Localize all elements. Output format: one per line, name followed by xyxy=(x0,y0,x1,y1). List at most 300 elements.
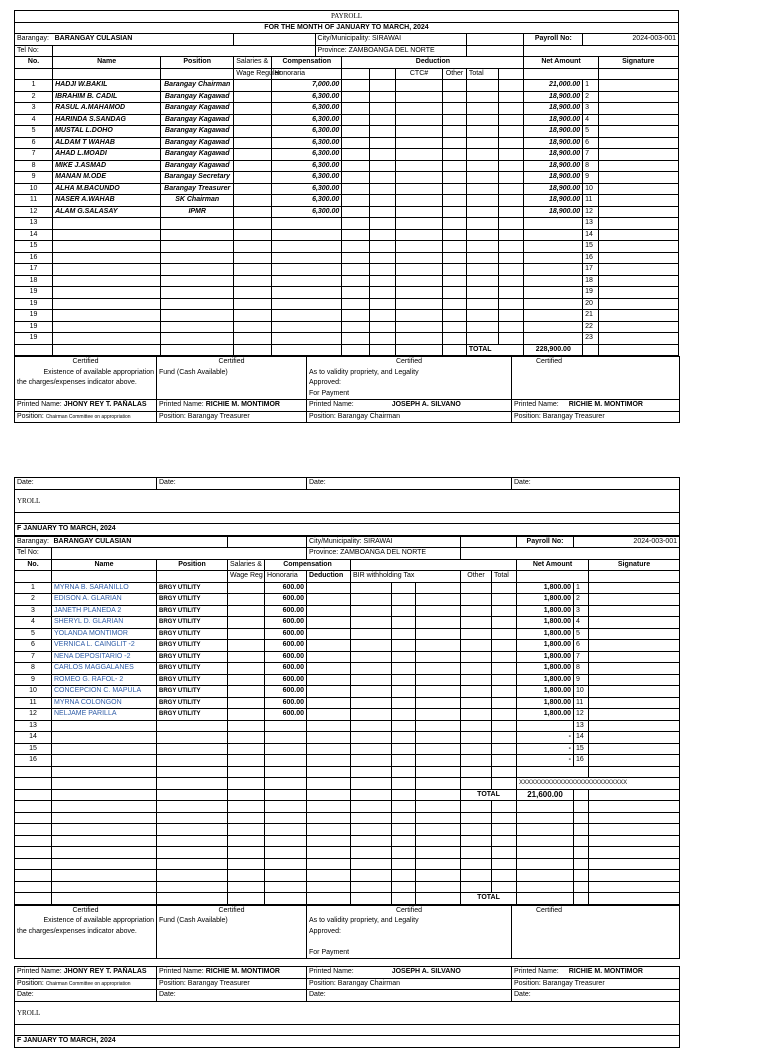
cert-3-b: Certified xyxy=(307,905,512,916)
row-net-amount: 18,900.00 xyxy=(524,114,583,126)
col-salaries-2: Salaries & xyxy=(228,559,265,571)
sig-2-name-b: RICHIE M. MONTIMOR xyxy=(205,968,280,976)
row-index: 8 xyxy=(574,663,589,675)
row-honoraria: 600.00 xyxy=(265,628,307,640)
table-row xyxy=(15,720,680,732)
row-net-amount: 18,900.00 xyxy=(524,137,583,149)
row-name xyxy=(53,229,161,241)
row-no: 16 xyxy=(15,252,53,264)
row-signature[interactable] xyxy=(598,206,678,218)
sig-3-position: Position: Barangay Chairman xyxy=(307,411,512,423)
row-position: BRGY UTILITY xyxy=(157,640,228,652)
row-index: 5 xyxy=(583,126,598,138)
row-name: IBRAHIM B. CADIL xyxy=(53,91,161,103)
row-name xyxy=(52,732,157,744)
col-total: Total xyxy=(466,68,498,80)
total-label-2: TOTAL xyxy=(461,789,517,801)
col-position-2: Position xyxy=(157,559,228,571)
row-signature[interactable] xyxy=(589,617,680,629)
row-name: EDISON A. GLARIAN xyxy=(52,594,157,606)
col-other-2: Other xyxy=(461,571,492,583)
row-signature[interactable] xyxy=(598,229,678,241)
position-label: Position: xyxy=(17,412,44,420)
sig-4-position: Position: Barangay Treasurer xyxy=(512,411,680,423)
row-index: 7 xyxy=(574,651,589,663)
row-honoraria: 600.00 xyxy=(265,697,307,709)
table-row xyxy=(15,229,679,241)
row-name: NELJAME PARILLA xyxy=(52,709,157,721)
row-net-amount: 1,800.00 xyxy=(517,605,574,617)
row-honoraria: 6,300.00 xyxy=(272,103,342,115)
col-wage-reg-2: Wage Reg xyxy=(228,571,265,583)
row-signature[interactable] xyxy=(589,686,680,698)
barangay-label: Barangay: xyxy=(15,34,53,46)
table-row xyxy=(15,218,679,230)
table-row xyxy=(15,287,679,299)
row-name xyxy=(53,275,161,287)
row-no: 19 xyxy=(15,333,53,345)
sig-2-position-b: Position: Barangay Treasurer xyxy=(157,978,307,990)
row-net-amount: 1,800.00 xyxy=(517,709,574,721)
row-honoraria xyxy=(272,229,342,241)
certification-block-1 xyxy=(14,356,680,423)
row-no: 9 xyxy=(15,674,52,686)
row-position: BRGY UTILITY xyxy=(157,674,228,686)
row-position xyxy=(157,755,228,767)
row-name xyxy=(52,743,157,755)
row-no: 9 xyxy=(15,172,53,184)
row-name: YOLANDA MONTIMOR xyxy=(52,628,157,640)
cert-3-line-1: As to validity propriety, and Legality xyxy=(307,368,512,379)
row-signature[interactable] xyxy=(598,91,678,103)
payroll-no-label: Payroll No: xyxy=(524,34,583,46)
row-signature[interactable] xyxy=(589,743,680,755)
row-index: 13 xyxy=(583,218,598,230)
sig-3-name-cell xyxy=(307,400,512,412)
row-net-amount: 18,900.00 xyxy=(524,195,583,207)
row-signature[interactable] xyxy=(598,298,678,310)
row-net-amount: 1,800.00 xyxy=(517,582,574,594)
row-index: 6 xyxy=(574,640,589,652)
row-signature[interactable] xyxy=(598,183,678,195)
row-signature[interactable] xyxy=(589,651,680,663)
row-honoraria: 600.00 xyxy=(265,686,307,698)
row-position: Barangay Treasurer xyxy=(161,183,234,195)
col-no-2: No. xyxy=(15,559,52,571)
row-position xyxy=(161,321,234,333)
row-index: 19 xyxy=(583,287,598,299)
date-2: Date: xyxy=(157,478,307,490)
row-signature[interactable] xyxy=(598,275,678,287)
xxx-line: XXXXXXXXXXXXXXXXXXXXXXXXXXX xyxy=(517,778,680,790)
row-honoraria: 6,300.00 xyxy=(272,91,342,103)
row-index: 17 xyxy=(583,264,598,276)
row-name xyxy=(53,333,161,345)
row-net-amount: 18,900.00 xyxy=(524,103,583,115)
row-position: Barangay Kagawad xyxy=(161,126,234,138)
row-position: SK Chairman xyxy=(161,195,234,207)
row-signature[interactable] xyxy=(589,605,680,617)
row-position: BRGY UTILITY xyxy=(157,594,228,606)
printed-name-label: Printed Name: xyxy=(514,401,559,409)
row-name xyxy=(53,218,161,230)
table-row xyxy=(15,275,679,287)
table-row xyxy=(15,697,680,709)
city-municipality-2: City/Municipality: SIRAWAI xyxy=(307,536,461,548)
payroll-table-1 xyxy=(14,10,679,356)
table-row xyxy=(15,743,680,755)
row-name: MYRNA B. SARANILLO xyxy=(52,582,157,594)
row-honoraria xyxy=(272,252,342,264)
row-signature[interactable] xyxy=(589,663,680,675)
cert-1-line-1: Existence of available appropriation xyxy=(15,368,157,379)
payroll-title-3: YROLL xyxy=(15,1001,680,1024)
row-honoraria xyxy=(272,333,342,345)
row-net-amount xyxy=(524,333,583,345)
sig-2-name-cell xyxy=(157,400,307,412)
table-row xyxy=(15,137,679,149)
blank-row xyxy=(15,847,680,859)
row-no: 3 xyxy=(15,103,53,115)
row-name: HADJI W.BAKIL xyxy=(53,80,161,92)
col-compensation-2: Compensation xyxy=(265,559,351,571)
row-name: AHAD L.MOADI xyxy=(53,149,161,161)
row-signature[interactable] xyxy=(598,264,678,276)
row-index: 15 xyxy=(583,241,598,253)
table-row xyxy=(15,149,679,161)
table-row xyxy=(15,732,680,744)
row-honoraria: 600.00 xyxy=(265,651,307,663)
total-label-2b: TOTAL xyxy=(461,893,517,905)
row-index: 3 xyxy=(574,605,589,617)
row-honoraria: 6,300.00 xyxy=(272,160,342,172)
blank-row xyxy=(15,858,680,870)
row-honoraria xyxy=(265,743,307,755)
row-signature[interactable] xyxy=(589,709,680,721)
payroll-period: FOR THE MONTH OF JANUARY TO MARCH, 2024 xyxy=(15,22,679,34)
row-honoraria: 6,300.00 xyxy=(272,195,342,207)
cert-3-line-2: Approved: xyxy=(307,378,512,389)
row-signature[interactable] xyxy=(589,594,680,606)
col-name: Name xyxy=(53,57,161,69)
blank-row xyxy=(15,812,680,824)
row-no: 13 xyxy=(15,720,52,732)
col-honoraria-2: Honoraria xyxy=(265,571,307,583)
row-index: 13 xyxy=(574,720,589,732)
row-honoraria: 6,300.00 xyxy=(272,137,342,149)
blank-row xyxy=(15,824,680,836)
row-name: RASUL A.MAHAMOD xyxy=(53,103,161,115)
date-2-b: Date: xyxy=(157,990,307,1002)
certification-block-2 xyxy=(14,905,680,1048)
row-no: 12 xyxy=(15,709,52,721)
row-honoraria: 6,300.00 xyxy=(272,149,342,161)
row-no: 5 xyxy=(15,628,52,640)
table-row xyxy=(15,651,680,663)
row-no: 15 xyxy=(15,241,53,253)
row-signature[interactable] xyxy=(598,321,678,333)
row-net-amount xyxy=(524,287,583,299)
payroll-period-2: F JANUARY TO MARCH, 2024 xyxy=(15,524,680,536)
row-honoraria xyxy=(272,321,342,333)
row-index: 6 xyxy=(583,137,598,149)
row-no: 5 xyxy=(15,126,53,138)
row-net-amount: 1,800.00 xyxy=(517,686,574,698)
row-honoraria: 600.00 xyxy=(265,582,307,594)
row-net-amount xyxy=(524,321,583,333)
row-no: 18 xyxy=(15,275,53,287)
row-name: ALDAM T WAHAB xyxy=(53,137,161,149)
row-net-amount xyxy=(524,218,583,230)
row-no: 11 xyxy=(15,697,52,709)
row-no: 19 xyxy=(15,310,53,322)
col-other: Other xyxy=(443,68,467,80)
date-4: Date: xyxy=(512,478,680,490)
row-index: 2 xyxy=(583,91,598,103)
row-index: 22 xyxy=(583,321,598,333)
row-position: BRGY UTILITY xyxy=(157,663,228,675)
cert-4: Certified xyxy=(512,357,680,368)
row-signature[interactable] xyxy=(589,628,680,640)
row-name: CONCEPCION C. MAPULA xyxy=(52,686,157,698)
row-honoraria: 6,300.00 xyxy=(272,206,342,218)
row-net-amount: 18,900.00 xyxy=(524,183,583,195)
col-salaries: Salaries & xyxy=(234,57,272,69)
row-index: 10 xyxy=(574,686,589,698)
row-signature[interactable] xyxy=(598,287,678,299)
row-index: 14 xyxy=(583,229,598,241)
payroll-period-3: F JANUARY TO MARCH, 2024 xyxy=(15,1036,680,1048)
col-compensation: Compensation xyxy=(272,57,342,69)
row-net-amount: 1,800.00 xyxy=(517,663,574,675)
position-label: Position: xyxy=(17,979,44,987)
sig-3-name: JOSEPH A. SILVANO xyxy=(391,401,461,409)
row-position: Barangay Kagawad xyxy=(161,149,234,161)
row-name: MYRNA COLONGON xyxy=(52,697,157,709)
cert-2-line-1: Fund (Cash Available) xyxy=(157,368,307,379)
payroll-no-label-2: Payroll No: xyxy=(517,536,574,548)
row-name: VERNICA L. CAINGLIT -2 xyxy=(52,640,157,652)
row-index: 12 xyxy=(574,709,589,721)
row-no: 4 xyxy=(15,114,53,126)
row-index: 1 xyxy=(583,80,598,92)
row-signature[interactable] xyxy=(598,103,678,115)
row-no: 19 xyxy=(15,321,53,333)
row-no: 19 xyxy=(15,287,53,299)
table-row xyxy=(15,594,680,606)
row-net-amount xyxy=(524,264,583,276)
date-3-b: Date: xyxy=(307,990,512,1002)
row-signature[interactable] xyxy=(589,640,680,652)
row-signature[interactable] xyxy=(589,732,680,744)
sig-2-name: RICHIE M. MONTIMOR xyxy=(205,401,280,409)
row-no: 4 xyxy=(15,617,52,629)
row-net-amount: 1,800.00 xyxy=(517,594,574,606)
cert-2-b-line-1: Fund (Cash Available) xyxy=(157,916,307,927)
cert-3-b-line-2: Approved: xyxy=(307,927,512,938)
table-row xyxy=(15,195,679,207)
row-signature[interactable] xyxy=(598,333,678,345)
row-name: JANETH PLANEDA 2 xyxy=(52,605,157,617)
row-no: 10 xyxy=(15,183,53,195)
row-index: 8 xyxy=(583,160,598,172)
row-signature[interactable] xyxy=(598,114,678,126)
table-row xyxy=(15,582,680,594)
table-row xyxy=(15,241,679,253)
date-1: Date: xyxy=(15,478,157,490)
blank-row xyxy=(15,870,680,882)
row-name: MANAN M.ODE xyxy=(53,172,161,184)
payroll-table-2 xyxy=(14,536,680,905)
printed-name-label: Printed Name: xyxy=(159,401,204,409)
row-signature[interactable] xyxy=(589,582,680,594)
row-name: NASER A.WAHAB xyxy=(53,195,161,207)
row-index: 5 xyxy=(574,628,589,640)
payroll-no-value: 2024-003-001 xyxy=(583,34,679,46)
row-honoraria xyxy=(272,264,342,276)
printed-name-label: Printed Name: xyxy=(159,968,204,976)
table-row xyxy=(15,310,679,322)
table-row xyxy=(15,628,680,640)
payroll-title: PAYROLL xyxy=(15,11,679,23)
row-position: BRGY UTILITY xyxy=(157,605,228,617)
row-net-amount: - xyxy=(517,755,574,767)
row-net-amount: 18,900.00 xyxy=(524,160,583,172)
printed-name-label: Printed Name: xyxy=(17,968,62,976)
row-signature[interactable] xyxy=(598,252,678,264)
row-net-amount: 1,800.00 xyxy=(517,697,574,709)
sig-4-name-cell xyxy=(512,400,680,412)
col-wage-regular: Wage Regular xyxy=(234,68,272,80)
row-net-amount xyxy=(524,298,583,310)
col-honoraria: Honoraria xyxy=(272,68,342,80)
row-signature[interactable] xyxy=(598,80,678,92)
col-bir-2: BIR withholding Tax xyxy=(351,571,461,583)
row-index: 9 xyxy=(583,172,598,184)
row-signature[interactable] xyxy=(598,172,678,184)
row-no: 12 xyxy=(15,206,53,218)
row-name: ALAM G.SALASAY xyxy=(53,206,161,218)
province: Province: ZAMBOANGA DEL NORTE xyxy=(315,45,466,57)
table-row xyxy=(15,252,679,264)
col-deduction: Deduction xyxy=(342,57,524,69)
row-signature[interactable] xyxy=(589,674,680,686)
table-row xyxy=(15,605,680,617)
row-no: 6 xyxy=(15,137,53,149)
row-position xyxy=(161,310,234,322)
province-2: Province: ZAMBOANGA DEL NORTE xyxy=(307,548,461,560)
row-name xyxy=(52,755,157,767)
sig-1-position-b: Chairman Committee on appropriation xyxy=(45,980,131,987)
row-no: 8 xyxy=(15,160,53,172)
row-net-amount: 18,900.00 xyxy=(524,149,583,161)
row-signature[interactable] xyxy=(598,160,678,172)
table-row xyxy=(15,333,679,345)
row-signature[interactable] xyxy=(598,218,678,230)
cert-3: Certified xyxy=(307,357,512,368)
row-position xyxy=(157,743,228,755)
date-row-2 xyxy=(14,477,680,536)
row-name xyxy=(53,264,161,276)
row-no: 6 xyxy=(15,640,52,652)
row-name: ROMEO G. RAFOL- 2 xyxy=(52,674,157,686)
row-honoraria: 600.00 xyxy=(265,594,307,606)
date-4-b: Date: xyxy=(512,990,680,1002)
row-index: 12 xyxy=(583,206,598,218)
row-signature[interactable] xyxy=(598,310,678,322)
row-honoraria xyxy=(272,218,342,230)
row-position: Barangay Secretary xyxy=(161,172,234,184)
row-honoraria: 600.00 xyxy=(265,605,307,617)
row-position xyxy=(157,720,228,732)
row-honoraria: 600.00 xyxy=(265,709,307,721)
row-index: 1 xyxy=(574,582,589,594)
total-amount-2: 21,600.00 xyxy=(517,789,574,801)
cert-2-b: Certified xyxy=(157,905,307,916)
row-position: Barangay Kagawad xyxy=(161,114,234,126)
row-index: 14 xyxy=(574,732,589,744)
table-row xyxy=(15,640,680,652)
row-signature[interactable] xyxy=(589,697,680,709)
barangay-value-2: BARANGAY CULASIAN xyxy=(52,536,228,548)
barangay-label-2: Barangay: xyxy=(15,536,52,548)
cert-3-b-line-1: As to validity propriety, and Legality xyxy=(307,916,512,927)
printed-name-label: Printed Name: xyxy=(309,968,354,976)
cert-1-line-2: the charges/expenses indicator above. xyxy=(15,378,157,389)
table-row xyxy=(15,298,679,310)
table-row xyxy=(15,183,679,195)
row-position: BRGY UTILITY xyxy=(157,617,228,629)
row-index: 7 xyxy=(583,149,598,161)
table-row xyxy=(15,617,680,629)
row-honoraria: 600.00 xyxy=(265,663,307,675)
row-net-amount: 18,900.00 xyxy=(524,126,583,138)
printed-name-label: Printed Name: xyxy=(17,401,62,409)
row-honoraria xyxy=(272,275,342,287)
row-name xyxy=(53,321,161,333)
row-position xyxy=(157,732,228,744)
row-signature[interactable] xyxy=(589,720,680,732)
row-honoraria: 6,300.00 xyxy=(272,126,342,138)
sig-4-name: RICHIE M. MONTIMOR xyxy=(568,401,643,409)
row-no: 1 xyxy=(15,80,53,92)
row-position: Barangay Kagawad xyxy=(161,91,234,103)
table-row xyxy=(15,264,679,276)
row-position xyxy=(161,229,234,241)
col-no: No. xyxy=(15,57,53,69)
row-honoraria xyxy=(272,287,342,299)
row-signature[interactable] xyxy=(598,126,678,138)
row-position: Barangay Kagawad xyxy=(161,137,234,149)
sig-1-name-b: JHONY REY T. PAÑALAS xyxy=(63,968,147,976)
col-total-2: Total xyxy=(492,571,517,583)
row-signature[interactable] xyxy=(598,241,678,253)
row-signature[interactable] xyxy=(598,137,678,149)
row-honoraria xyxy=(265,755,307,767)
row-net-amount: 21,000.00 xyxy=(524,80,583,92)
row-honoraria: 600.00 xyxy=(265,617,307,629)
row-no: 11 xyxy=(15,195,53,207)
row-signature[interactable] xyxy=(598,149,678,161)
row-name: MIKE J.ASMAD xyxy=(53,160,161,172)
table-row xyxy=(15,80,679,92)
row-signature[interactable] xyxy=(598,195,678,207)
row-signature[interactable] xyxy=(589,755,680,767)
col-deduction-2: Deduction xyxy=(307,571,351,583)
total-label: TOTAL xyxy=(466,344,524,356)
cert-1: Certified xyxy=(15,357,157,368)
row-no: 7 xyxy=(15,651,52,663)
